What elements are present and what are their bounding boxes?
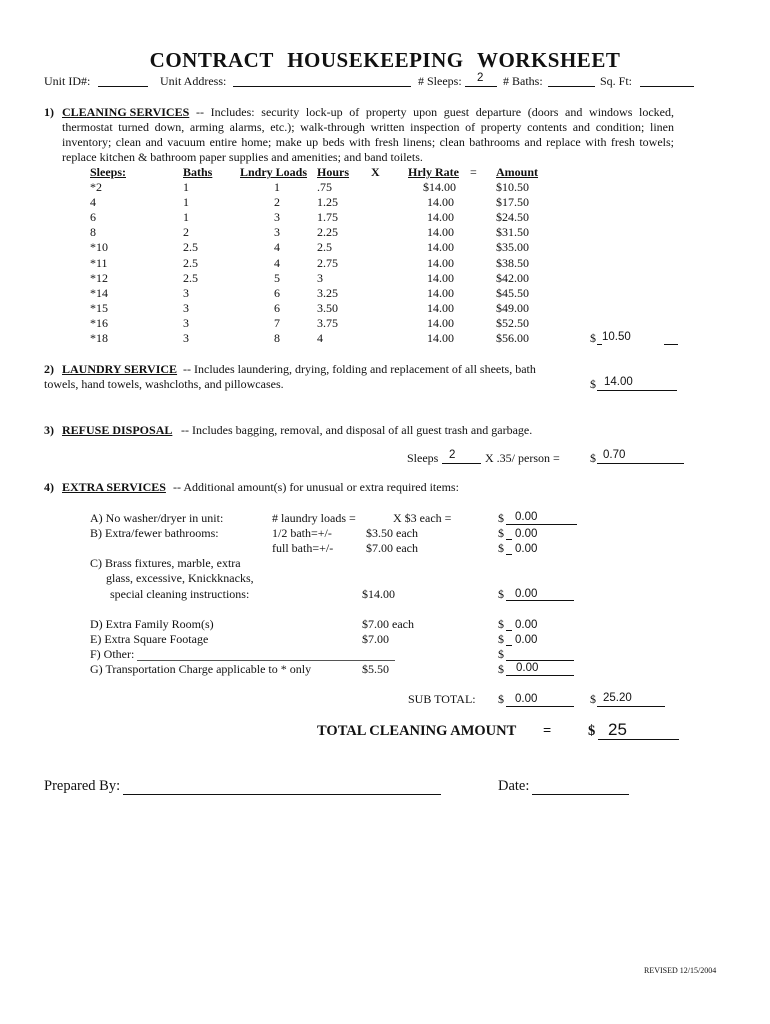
section3-total-line[interactable] bbox=[597, 463, 684, 464]
extra-e-rate: $7.00 bbox=[362, 632, 389, 646]
section3-dollar: $ bbox=[590, 451, 596, 465]
sleeps-label: # Sleeps: bbox=[418, 74, 462, 88]
table-row bbox=[90, 331, 556, 346]
extra-c-field[interactable] bbox=[506, 600, 574, 601]
cell-hourly-rate: 14.00 bbox=[427, 255, 454, 270]
cell-hours: 3.75 bbox=[317, 315, 338, 330]
cell-laundry-loads: 4 bbox=[274, 240, 280, 255]
section3-heading: REFUSE DISPOSAL bbox=[62, 423, 173, 437]
table-row bbox=[90, 195, 556, 210]
cell-hourly-rate: 14.00 bbox=[427, 210, 454, 225]
extra-c-line2: glass, excessive, Knickknacks, bbox=[106, 571, 254, 585]
cell-equals bbox=[470, 256, 496, 271]
cell-baths: 2.5 bbox=[183, 240, 198, 255]
extra-b-half-rate: $3.50 each bbox=[366, 526, 418, 540]
revised-note: REVISED 12/15/2004 bbox=[644, 966, 717, 975]
cell-sleeps: *2 bbox=[90, 180, 102, 195]
col-laundry-loads: Lndry Loads bbox=[240, 165, 308, 179]
cell-equals bbox=[470, 301, 496, 316]
subtotal-dollar: $ bbox=[590, 692, 596, 706]
cell-amount: $52.50 bbox=[496, 315, 529, 330]
cell-laundry-loads: 1 bbox=[274, 180, 280, 195]
unit-id-label: Unit ID#: bbox=[44, 74, 91, 88]
section2-description-2: towels, hand towels, washcloths, and pillowcases. bbox=[44, 377, 284, 391]
section2-total: 14.00 bbox=[604, 376, 633, 388]
cell-amount: $49.00 bbox=[496, 300, 529, 315]
section1-total-line bbox=[597, 344, 602, 345]
cell-times bbox=[371, 271, 408, 286]
cell-hourly-rate: 14.00 bbox=[427, 285, 454, 300]
total-field[interactable] bbox=[598, 739, 679, 740]
subtotal-extra-dollar: $ bbox=[498, 692, 504, 706]
section2-heading: LAUNDRY SERVICE bbox=[62, 362, 178, 376]
total-equals: = bbox=[543, 723, 552, 739]
unit-id-field[interactable] bbox=[98, 86, 148, 87]
extra-f-dollar: $ bbox=[498, 647, 504, 661]
cell-laundry-loads: 3 bbox=[274, 225, 280, 240]
cell-laundry-loads: 5 bbox=[274, 270, 280, 285]
cell-times bbox=[371, 301, 408, 316]
cell-amount: $24.50 bbox=[496, 210, 529, 225]
cell-laundry-loads: 6 bbox=[274, 300, 280, 315]
extra-e-field[interactable] bbox=[506, 645, 512, 646]
cell-hours: 1.75 bbox=[317, 210, 338, 225]
extra-c-value: 0.00 bbox=[515, 588, 538, 600]
cell-times bbox=[371, 240, 408, 255]
extra-e-value: 0.00 bbox=[515, 634, 538, 646]
extra-g-rate: $5.50 bbox=[362, 662, 389, 676]
extra-e-dollar: $ bbox=[498, 632, 504, 646]
cell-hourly-rate: $14.00 bbox=[423, 180, 456, 195]
extra-f-field[interactable] bbox=[506, 660, 574, 661]
sleeps-value: 2 bbox=[477, 72, 484, 84]
extra-a-rate: X $3 each = bbox=[393, 511, 452, 525]
cell-hours: 1.25 bbox=[317, 195, 338, 210]
cell-hours: 2.5 bbox=[317, 240, 332, 255]
section1-dollar: $ bbox=[590, 331, 596, 345]
extra-f-description-field[interactable] bbox=[137, 660, 395, 661]
col-hours: Hours bbox=[317, 165, 350, 179]
cell-sleeps: *14 bbox=[90, 285, 108, 300]
cell-equals bbox=[470, 210, 496, 225]
extra-b-full: full bath=+/- bbox=[272, 541, 334, 555]
cell-equals bbox=[470, 180, 496, 195]
cell-baths: 2.5 bbox=[183, 270, 198, 285]
cell-hours: 3 bbox=[317, 270, 323, 285]
section4-heading: EXTRA SERVICES bbox=[62, 480, 166, 494]
unit-address-label: Unit Address: bbox=[160, 74, 227, 88]
extra-c-rate: $14.00 bbox=[362, 587, 395, 601]
extra-b-half-value: 0.00 bbox=[515, 528, 538, 540]
cell-laundry-loads: 3 bbox=[274, 210, 280, 225]
cell-times bbox=[371, 225, 408, 240]
cell-hours: .75 bbox=[317, 180, 332, 195]
col-sleeps: Sleeps: bbox=[90, 165, 126, 179]
cell-laundry-loads: 8 bbox=[274, 331, 280, 346]
page-title: CONTRACT HOUSEKEEPING WORKSHEET bbox=[149, 48, 621, 72]
extra-g-value: 0.00 bbox=[516, 662, 539, 674]
cell-equals bbox=[470, 240, 496, 255]
cell-times bbox=[371, 286, 408, 301]
cell-amount: $42.00 bbox=[496, 270, 529, 285]
subtotal-extra-value: 0.00 bbox=[515, 693, 538, 705]
extra-a-loads: # laundry loads = bbox=[272, 511, 356, 525]
prepared-by-field[interactable] bbox=[123, 794, 441, 795]
cell-hourly-rate: 14.00 bbox=[427, 195, 454, 210]
extra-b-half-field[interactable] bbox=[506, 539, 512, 540]
cell-hours: 3.50 bbox=[317, 300, 338, 315]
extra-d-dollar: $ bbox=[498, 617, 504, 631]
cell-equals bbox=[470, 271, 496, 286]
extra-b-full-rate: $7.00 each bbox=[366, 541, 418, 555]
extra-d-label: D) Extra Family Room(s) bbox=[90, 617, 214, 631]
table-row bbox=[90, 256, 556, 271]
cell-sleeps: *16 bbox=[90, 315, 108, 330]
cell-hours: 4 bbox=[317, 331, 323, 346]
table-row bbox=[90, 286, 556, 301]
extra-g-label: G) Transportation Charge applicable to * only bbox=[90, 662, 312, 676]
subtotal-label: SUB TOTAL: bbox=[408, 692, 476, 706]
cell-hourly-rate: 14.00 bbox=[427, 331, 454, 346]
subtotal-extra-field[interactable] bbox=[506, 706, 574, 707]
cell-baths: 3 bbox=[183, 285, 189, 300]
extra-e-label: E) Extra Square Footage bbox=[90, 632, 209, 646]
extra-c-line1: C) Brass fixtures, marble, extra bbox=[90, 556, 241, 570]
total-label: TOTAL CLEANING AMOUNT bbox=[317, 723, 517, 739]
extra-d-value: 0.00 bbox=[515, 619, 538, 631]
date-field[interactable] bbox=[532, 794, 629, 795]
section2-total-line[interactable] bbox=[597, 390, 677, 391]
date-label: Date: bbox=[498, 778, 530, 794]
cell-amount: $10.50 bbox=[496, 180, 529, 195]
cell-baths: 1 bbox=[183, 195, 189, 210]
section2-dollar: $ bbox=[590, 377, 596, 391]
cell-equals bbox=[470, 331, 496, 346]
extra-g-dollar: $ bbox=[498, 662, 504, 676]
table-row bbox=[90, 271, 556, 286]
cell-amount: $45.50 bbox=[496, 285, 529, 300]
table-row bbox=[90, 180, 556, 195]
extra-b-full-field[interactable] bbox=[506, 554, 512, 555]
section3-description: -- Includes bagging, removal, and disposal of all guest trash and garbage. bbox=[181, 423, 533, 437]
cell-sleeps: *18 bbox=[90, 331, 108, 346]
table-row bbox=[90, 316, 556, 331]
cell-equals bbox=[470, 225, 496, 240]
extra-a-field[interactable] bbox=[506, 524, 577, 525]
section2-description-1: -- Includes laundering, drying, folding and replacement of all sheets, bath bbox=[183, 362, 536, 376]
sqft-field[interactable] bbox=[640, 86, 694, 87]
cell-amount: $35.00 bbox=[496, 240, 529, 255]
cell-sleeps: *15 bbox=[90, 300, 108, 315]
extra-b-label: B) Extra/fewer bathrooms: bbox=[90, 526, 219, 540]
cell-amount: $38.50 bbox=[496, 255, 529, 270]
cell-hourly-rate: 14.00 bbox=[427, 240, 454, 255]
cell-baths: 3 bbox=[183, 300, 189, 315]
table-header-row bbox=[90, 165, 556, 180]
cell-amount: $56.00 bbox=[496, 331, 529, 346]
extra-d-field[interactable] bbox=[506, 630, 512, 631]
cell-times bbox=[371, 180, 408, 195]
cell-laundry-loads: 7 bbox=[274, 315, 280, 330]
col-baths: Baths bbox=[183, 165, 213, 179]
section3-sleeps-label: Sleeps bbox=[407, 451, 439, 465]
extra-f-label: F) Other: bbox=[90, 647, 135, 661]
section1-number: 1) bbox=[44, 105, 54, 119]
cell-hours: 2.25 bbox=[317, 225, 338, 240]
cell-hours: 3.25 bbox=[317, 285, 338, 300]
cell-sleeps: *12 bbox=[90, 270, 108, 285]
cell-hourly-rate: 14.00 bbox=[427, 300, 454, 315]
extra-b-full-dollar: $ bbox=[498, 541, 504, 555]
cell-times bbox=[371, 210, 408, 225]
cell-hourly-rate: 14.00 bbox=[427, 270, 454, 285]
section1-total: 10.50 bbox=[602, 331, 631, 343]
cell-baths: 3 bbox=[183, 315, 189, 330]
cell-baths: 1 bbox=[183, 210, 189, 225]
section2-number: 2) bbox=[44, 362, 54, 376]
table-row bbox=[90, 210, 556, 225]
sleeps-field[interactable] bbox=[465, 86, 497, 87]
cell-baths: 3 bbox=[183, 331, 189, 346]
cell-baths: 1 bbox=[183, 180, 189, 195]
extra-a-label: A) No washer/dryer in unit: bbox=[90, 511, 224, 525]
table-row bbox=[90, 301, 556, 316]
cell-times bbox=[371, 195, 408, 210]
section3-total: 0.70 bbox=[603, 449, 626, 461]
cell-baths: 2 bbox=[183, 225, 189, 240]
cell-hourly-rate: 14.00 bbox=[427, 315, 454, 330]
cell-sleeps: 4 bbox=[90, 195, 96, 210]
cell-times bbox=[371, 331, 408, 346]
total-dollar: $ bbox=[588, 723, 596, 739]
section3-sleeps-value: 2 bbox=[449, 449, 456, 461]
cell-hours: 2.75 bbox=[317, 255, 338, 270]
col-hourly-rate: Hrly Rate bbox=[408, 165, 459, 179]
sqft-label: Sq. Ft: bbox=[600, 74, 633, 88]
cell-sleeps: 8 bbox=[90, 225, 96, 240]
cell-laundry-loads: 6 bbox=[274, 285, 280, 300]
section1-description: -- Includes: security lock-up of property upon guest departure (doors and windows locked, thermostat turned down, arming alarms, etc.); walk-through written inspection of property contents and condition; linen inventory; clean and vacuum entire home; make up beds with fresh linens; clean bathrooms and replace with fresh towels; replace kitchen & bathroom paper supplies and amenities; and band toilets. bbox=[62, 105, 674, 164]
col-times: X bbox=[371, 165, 380, 179]
subtotal-value: 25.20 bbox=[603, 692, 632, 704]
cell-sleeps: *10 bbox=[90, 240, 108, 255]
extra-c-line3: special cleaning instructions: bbox=[110, 587, 250, 601]
section3-number: 3) bbox=[44, 423, 54, 437]
subtotal-field[interactable] bbox=[597, 706, 665, 707]
cell-times bbox=[371, 256, 408, 271]
cell-hourly-rate: 14.00 bbox=[427, 225, 454, 240]
section4-description: -- Additional amount(s) for unusual or extra required items: bbox=[173, 480, 459, 494]
cell-equals bbox=[470, 316, 496, 331]
cell-equals bbox=[470, 286, 496, 301]
cell-baths: 2.5 bbox=[183, 255, 198, 270]
cell-amount: $17.50 bbox=[496, 195, 529, 210]
cell-laundry-loads: 4 bbox=[274, 255, 280, 270]
cell-amount: $31.50 bbox=[496, 225, 529, 240]
cell-times bbox=[371, 316, 408, 331]
section1-heading: CLEANING SERVICES bbox=[62, 105, 190, 119]
table-row bbox=[90, 225, 556, 240]
extra-d-rate: $7.00 each bbox=[362, 617, 414, 631]
section3-rate: X .35/ person = bbox=[485, 451, 560, 465]
prepared-by-label: Prepared By: bbox=[44, 778, 121, 794]
cell-laundry-loads: 2 bbox=[274, 195, 280, 210]
extra-b-half: 1/2 bath=+/- bbox=[272, 526, 332, 540]
section1-total-line-end bbox=[664, 344, 678, 345]
cell-equals bbox=[470, 195, 496, 210]
extra-c-dollar: $ bbox=[498, 587, 504, 601]
cleaning-rate-table bbox=[90, 165, 556, 346]
cell-sleeps: 6 bbox=[90, 210, 96, 225]
extra-a-value: 0.00 bbox=[515, 511, 538, 523]
extra-g-field[interactable] bbox=[506, 675, 574, 676]
section3-sleeps-field[interactable] bbox=[442, 463, 481, 464]
extra-b-half-dollar: $ bbox=[498, 526, 504, 540]
baths-label: # Baths: bbox=[503, 74, 543, 88]
cell-sleeps: *11 bbox=[90, 255, 108, 270]
section4-number: 4) bbox=[44, 480, 54, 494]
col-equals: = bbox=[470, 165, 477, 179]
extra-a-dollar: $ bbox=[498, 511, 504, 525]
col-amount: Amount bbox=[496, 165, 539, 179]
total-value: 25 bbox=[608, 720, 627, 739]
extra-b-full-value: 0.00 bbox=[515, 543, 538, 555]
table-row bbox=[90, 240, 556, 255]
baths-field[interactable] bbox=[548, 86, 595, 87]
unit-address-field[interactable] bbox=[233, 86, 411, 87]
